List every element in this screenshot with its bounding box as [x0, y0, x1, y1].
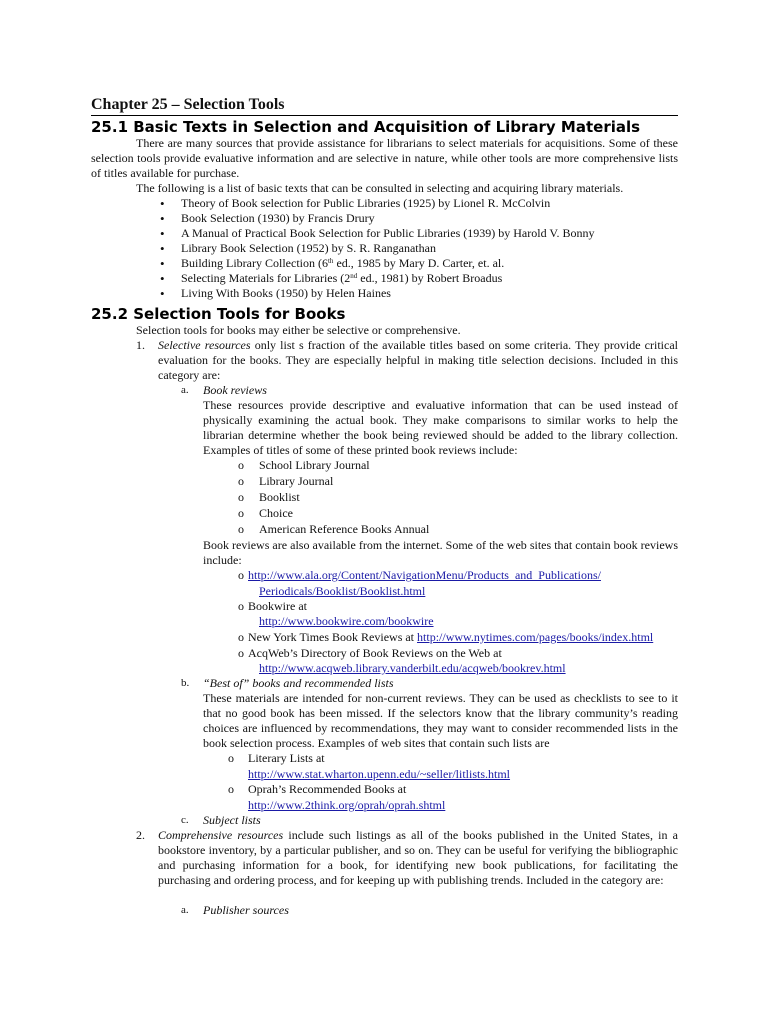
list-item: Living With Books (1950) by Helen Haines	[181, 286, 391, 300]
bullet: •	[160, 256, 165, 271]
sub-bullet: o	[238, 490, 244, 504]
ala-booklist-link[interactable]: http://www.ala.org/Content/NavigationMenu/Products_and_Publications/	[248, 568, 601, 582]
item-letter: b.	[181, 677, 190, 689]
comprehensive-resources-paragraph: Comprehensive resources include such listings as all of the books published in the United States, in a bookstore inventory, by a particular publisher, and so on. They can be useful for verifying the bibliographic and purchasing information for a book, for identifying new book publications, for facilitating the purchasing and ordering process, and for keeping up with publishing trends. Included in the category are:	[158, 828, 678, 887]
section-2-intro: Selection tools for books may either be selective or comprehensive.	[136, 323, 461, 337]
acqweb-label: AcqWeb’s Directory of Book Reviews on the Web at	[248, 646, 502, 660]
list-item: Library Book Selection (1952) by S. R. Ranganathan	[181, 241, 436, 255]
literary-lists-label: Literary Lists at	[248, 751, 325, 765]
nyt-item: New York Times Book Reviews at http://www.nytimes.com/pages/books/index.html	[248, 630, 654, 644]
selective-resources-paragraph: Selective resources only list s fraction of the available titles based on some criteria. They provide critical evaluation for the books. They are especially helpful in making title selection decisions. Included in this category are:	[158, 338, 678, 382]
best-of-title: “Best of” books and recommended lists	[203, 676, 394, 690]
sub-bullet: o	[238, 599, 244, 613]
sub-bullet: o	[228, 782, 234, 796]
bullet: •	[160, 241, 165, 256]
bullet: •	[160, 286, 165, 301]
book-reviews-title: Book reviews	[203, 383, 267, 397]
sub-bullet: o	[238, 568, 244, 582]
item-number: 2.	[136, 828, 145, 842]
list-item: American Reference Books Annual	[259, 522, 430, 536]
bullet: •	[160, 211, 165, 226]
section-1-intro: There are many sources that provide assistance for librarians to select materials for acquisitions. Some of these selection tools provide evaluative information and are selective in nature, while other tools are more comprehensive lists of titles available for purchase.	[91, 136, 678, 180]
list-item: Choice	[259, 506, 293, 520]
bullet: •	[160, 226, 165, 241]
book-reviews-desc: These resources provide descriptive and evaluative information that can be used instead of physically examining the actual book. They make comparisons to similar works to help the librarian determine whether the book being reviewed should be added to the library collection. Examples of titles of some of these printed book reviews include:	[203, 398, 678, 457]
subject-lists-title: Subject lists	[203, 813, 261, 827]
section-heading-25-1: 25.1 Basic Texts in Selection and Acquisition of Library Materials	[91, 118, 641, 136]
chapter-title: Chapter 25 – Selection Tools	[91, 95, 678, 116]
bullet: •	[160, 196, 165, 211]
list-item: Library Journal	[259, 474, 334, 488]
sub-bullet: o	[238, 630, 244, 644]
oprah-label: Oprah’s Recommended Books at	[248, 782, 407, 796]
list-item: Theory of Book selection for Public Libraries (1925) by Lionel R. McColvin	[181, 196, 551, 210]
item-number: 1.	[136, 338, 145, 352]
list-item: Selecting Materials for Libraries (2nd ed., 1981) by Robert Broadus	[181, 271, 503, 285]
acqweb-link[interactable]: http://www.acqweb.library.vanderbilt.edu/acqweb/bookrev.html	[259, 661, 566, 675]
list-item: Booklist	[259, 490, 300, 504]
sub-bullet: o	[238, 646, 244, 660]
list-item: School Library Journal	[259, 458, 370, 472]
item-letter: a.	[181, 904, 189, 916]
bookwire-label: Bookwire at	[248, 599, 307, 613]
bullet: •	[160, 271, 165, 286]
oprah-link[interactable]: http://www.2think.org/oprah/oprah.shtml	[248, 798, 446, 812]
nyt-link[interactable]: http://www.nytimes.com/pages/books/index.html	[417, 630, 654, 644]
ala-booklist-link-cont[interactable]: Periodicals/Booklist/Booklist.html	[259, 584, 426, 598]
literary-lists-link[interactable]: http://www.stat.wharton.upenn.edu/~seller/litlists.html	[248, 767, 511, 781]
publisher-sources-title: Publisher sources	[203, 903, 289, 917]
section-heading-25-2: 25.2 Selection Tools for Books	[91, 305, 346, 323]
sub-bullet: o	[238, 506, 244, 520]
sub-bullet: o	[238, 474, 244, 488]
basic-texts-intro: The following is a list of basic texts that can be consulted in selecting and acquiring library materials.	[136, 181, 624, 195]
best-of-desc: These materials are intended for non-current reviews. They can be used as checklists to see to it that no good book has been missed. If the selectors know that the library community’s reading choices are influenced by recommendations, they may want to consider recommended lists in the book selection process. Examples of web sites that contain such lists are	[203, 691, 678, 750]
list-item: Building Library Collection (6th ed., 1985 by Mary D. Carter, et. al.	[181, 256, 505, 270]
bookwire-link[interactable]: http://www.bookwire.com/bookwire	[259, 614, 434, 628]
sub-bullet: o	[228, 751, 234, 765]
list-item: A Manual of Practical Book Selection for Public Libraries (1939) by Harold V. Bonny	[181, 226, 595, 240]
web-reviews-intro: Book reviews are also available from the internet. Some of the web sites that contain book reviews include:	[203, 538, 678, 567]
list-item: Book Selection (1930) by Francis Drury	[181, 211, 375, 225]
sub-bullet: o	[238, 522, 244, 536]
item-letter: c.	[181, 814, 189, 826]
sub-bullet: o	[238, 458, 244, 472]
item-letter: a.	[181, 384, 189, 396]
